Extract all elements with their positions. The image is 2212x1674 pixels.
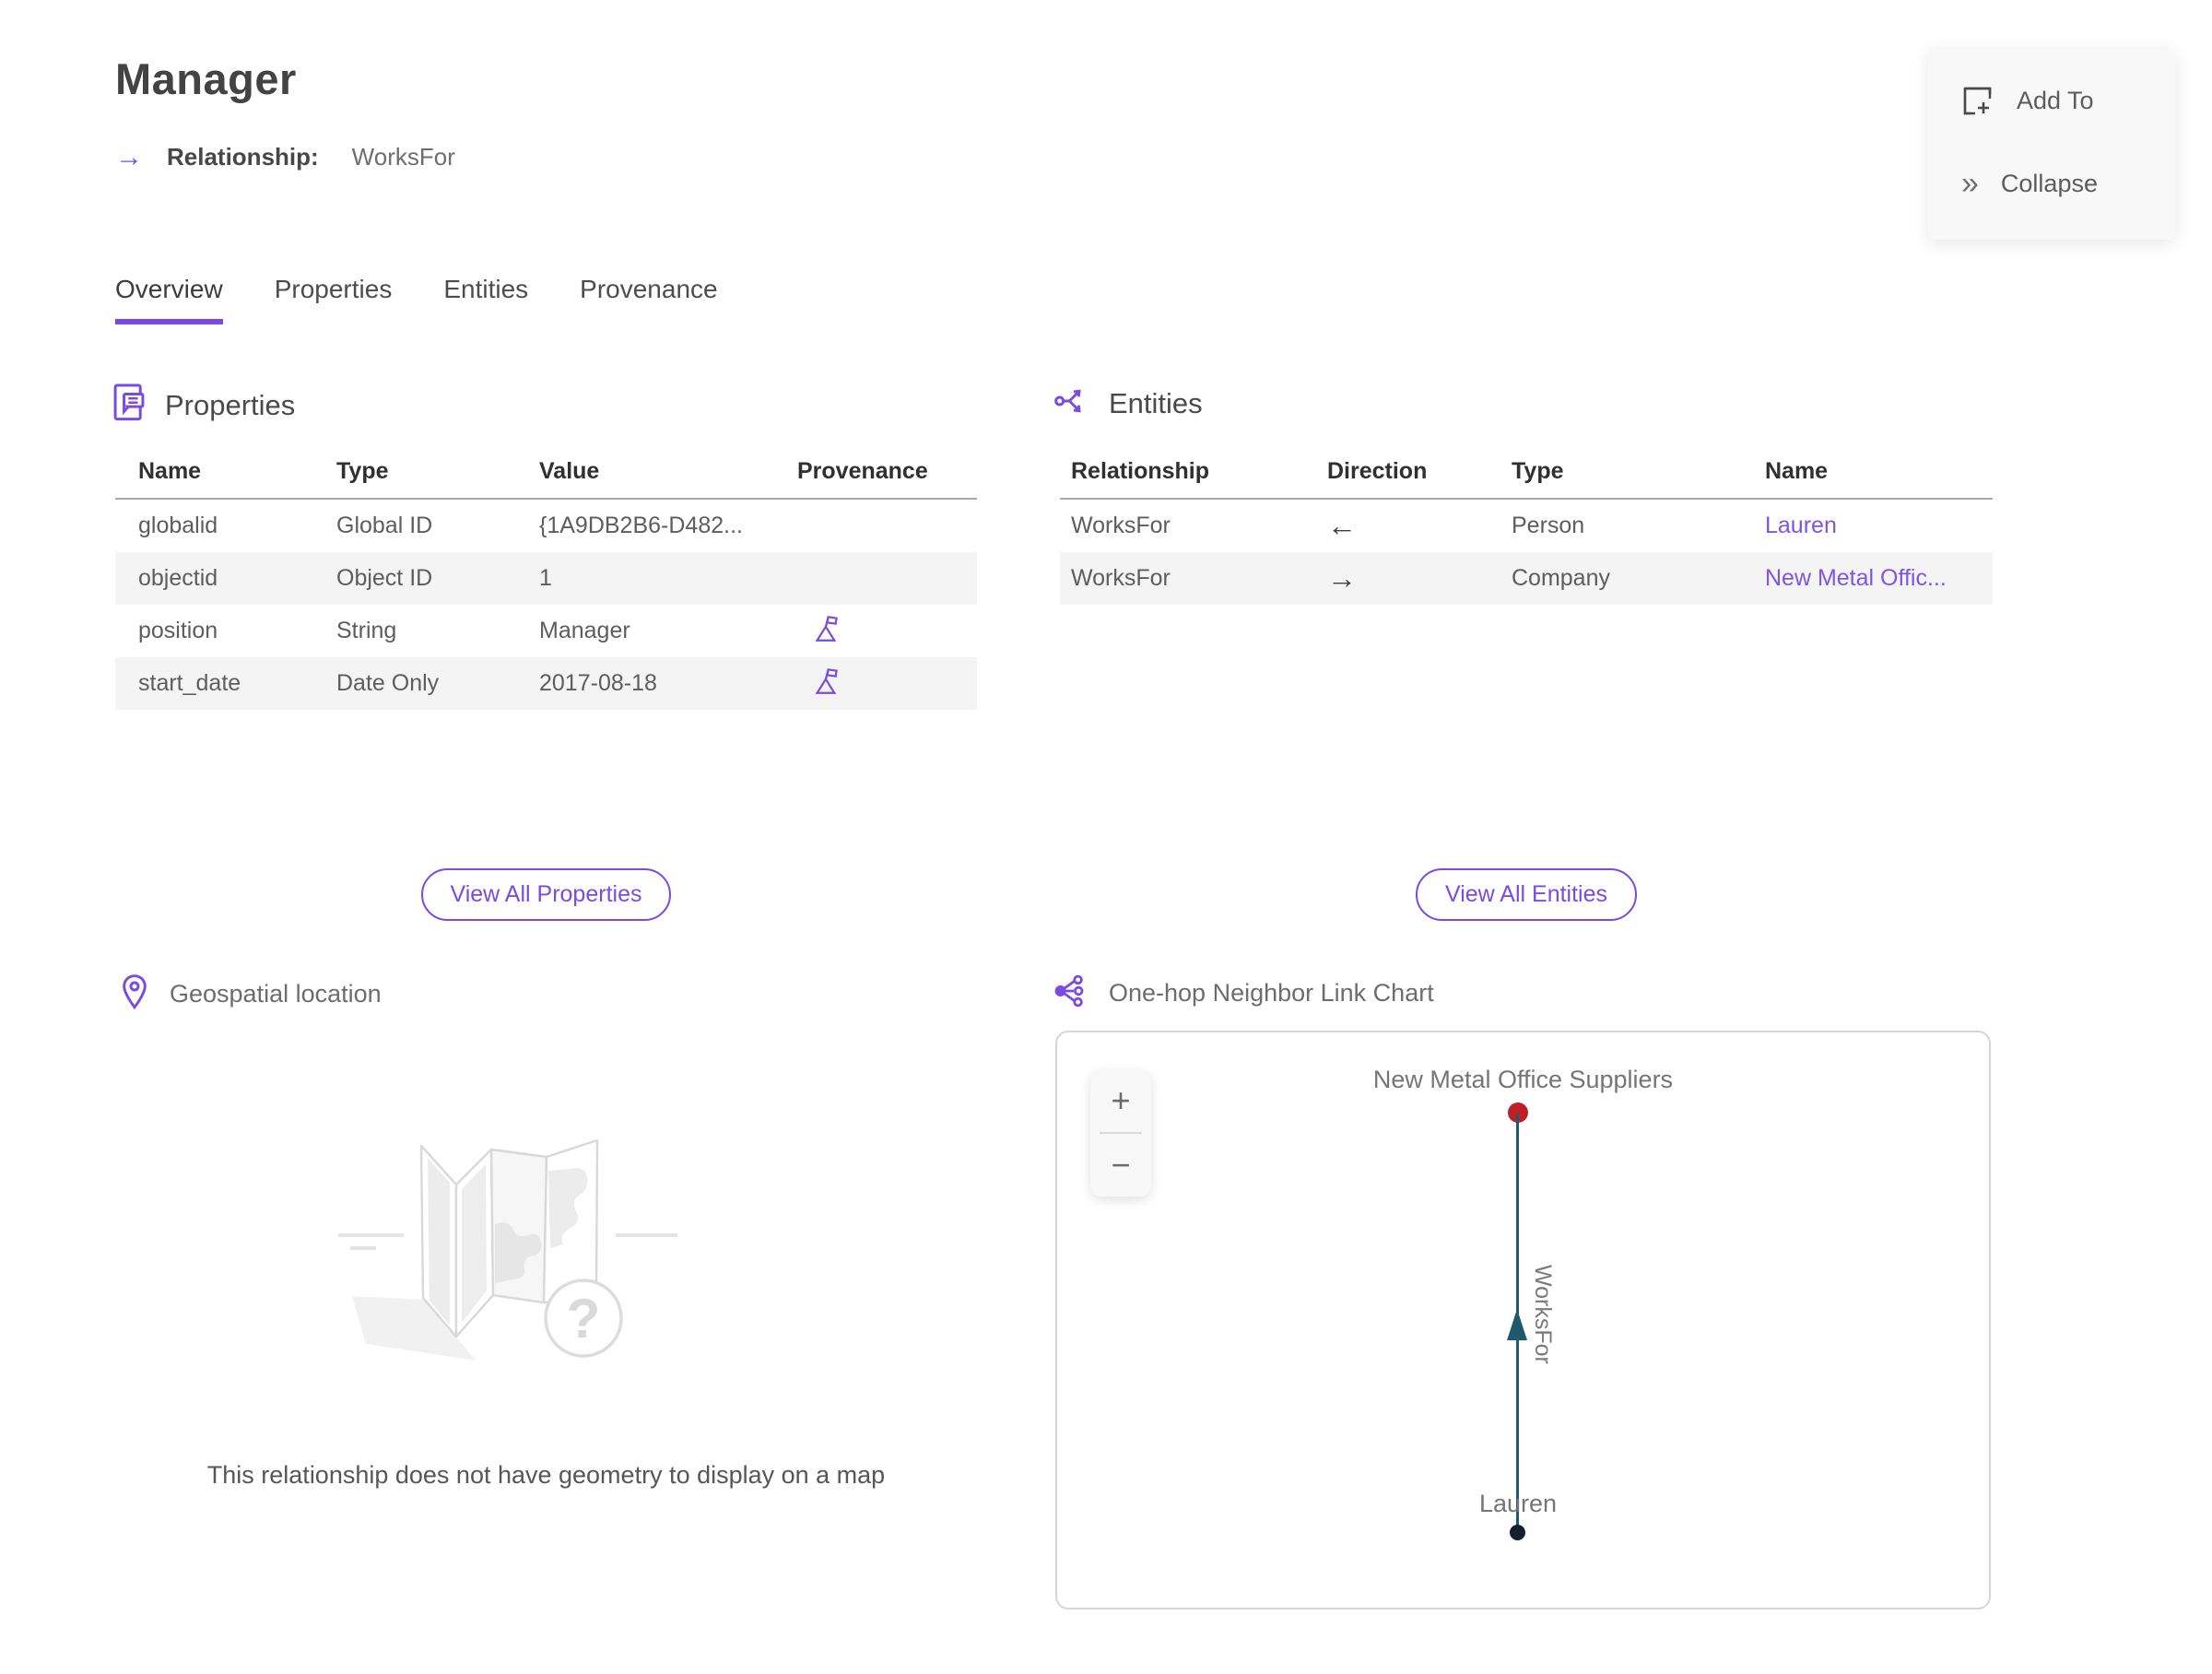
col-name: Name [1765, 457, 1829, 484]
view-all-entities-wrap [1060, 868, 1993, 921]
page-title: Manager [115, 54, 297, 103]
properties-table [115, 444, 977, 710]
edge-arrowhead-icon [1507, 1309, 1527, 1340]
direction-arrow-left-icon: ← [1327, 509, 1357, 542]
person-node[interactable] [1510, 1525, 1525, 1540]
svg-text:?: ? [566, 1288, 601, 1350]
table-row [1060, 500, 1993, 552]
tab-overview[interactable]: Overview [115, 275, 223, 324]
cell-provenance [797, 666, 977, 701]
view-all-properties-button[interactable]: View All Properties [421, 868, 672, 921]
cell-value: 1 [539, 565, 552, 591]
col-relationship: Relationship [1071, 457, 1210, 484]
add-to-square-icon [1961, 85, 1993, 116]
cell-value: Manager [539, 618, 630, 643]
action-card [1928, 48, 2175, 240]
geospatial-title: Geospatial location [170, 980, 382, 1008]
cell-type: Company [1512, 565, 1610, 591]
tab-bar [115, 275, 718, 324]
cell-type: Global ID [336, 513, 433, 538]
tab-provenance[interactable]: Provenance [580, 275, 718, 303]
tab-properties[interactable]: Properties [274, 275, 393, 303]
collapse-label: Collapse [2000, 169, 2098, 197]
edge-label: WorksFor [1530, 1265, 1556, 1364]
map-pin-icon [120, 973, 149, 1015]
col-value: Value [539, 457, 600, 484]
cell-name: objectid [138, 565, 218, 591]
cell-name: globalid [138, 513, 218, 538]
relationship-arrow-icon: → [115, 141, 143, 172]
cell-type: Person [1512, 513, 1585, 538]
direction-arrow-right-icon: → [1327, 561, 1357, 595]
cell-relationship: WorksFor [1071, 565, 1171, 591]
properties-section-header [112, 383, 295, 428]
link-chart-header [1053, 973, 1434, 1013]
relationship-subtitle [115, 143, 455, 171]
view-all-entities-button[interactable]: View All Entities [1416, 868, 1637, 921]
share-network-icon [1053, 973, 1088, 1013]
table-row [1060, 552, 1993, 605]
col-type: Type [336, 457, 389, 484]
map-empty-message: This relationship does not have geometry to display on a map [206, 1461, 886, 1489]
cell-type: String [336, 618, 397, 643]
add-to-button[interactable] [1961, 85, 2175, 116]
provenance-flag-icon[interactable] [814, 675, 839, 701]
bottom-node-label: Lauren [1478, 1490, 1558, 1517]
properties-section-title: Properties [165, 388, 296, 421]
link-chart-title: One-hop Neighbor Link Chart [1109, 979, 1434, 1007]
link-chart-panel[interactable] [1055, 1031, 1991, 1609]
table-row [115, 552, 977, 605]
cell-type: Date Only [336, 670, 440, 696]
zoom-in-button[interactable]: + [1111, 1081, 1131, 1119]
add-to-label: Add To [2017, 86, 2094, 114]
table-row [115, 500, 977, 552]
cell-provenance [797, 614, 977, 649]
cell-name: position [138, 618, 218, 643]
map-placeholder-illustration [338, 1132, 679, 1387]
col-type: Type [1512, 457, 1564, 484]
entities-section-header [1053, 383, 1203, 424]
entities-section-title: Entities [1109, 386, 1203, 419]
col-direction: Direction [1327, 457, 1428, 484]
branch-arrows-icon [1053, 383, 1090, 424]
provenance-flag-icon[interactable] [814, 622, 839, 648]
cell-value: 2017-08-18 [539, 670, 657, 696]
tab-entities[interactable]: Entities [443, 275, 529, 303]
relationship-label: Relationship: [167, 143, 319, 171]
properties-table-header [115, 444, 977, 500]
collapse-button[interactable] [1961, 168, 2175, 199]
cell-type: Object ID [336, 565, 433, 591]
top-node-label: New Metal Office Suppliers [1372, 1066, 1674, 1093]
col-name: Name [138, 457, 202, 484]
geospatial-header [120, 973, 382, 1015]
cell-name: start_date [138, 670, 241, 696]
entities-table-header [1060, 444, 1993, 500]
relationship-value: WorksFor [351, 143, 455, 171]
double-chevron-right-icon: » [1961, 166, 1977, 201]
col-provenance: Provenance [797, 457, 928, 484]
entity-link[interactable]: New Metal Offic... [1765, 565, 1947, 591]
cell-relationship: WorksFor [1071, 513, 1171, 538]
entities-table [1060, 444, 1993, 605]
view-all-properties-wrap [115, 868, 977, 921]
cell-value: {1A9DB2B6-D482... [539, 513, 743, 538]
table-row [115, 657, 977, 710]
table-row [115, 605, 977, 657]
properties-doc-icon [112, 383, 147, 428]
zoom-out-button[interactable]: − [1111, 1146, 1131, 1184]
entity-link[interactable]: Lauren [1765, 513, 1837, 538]
